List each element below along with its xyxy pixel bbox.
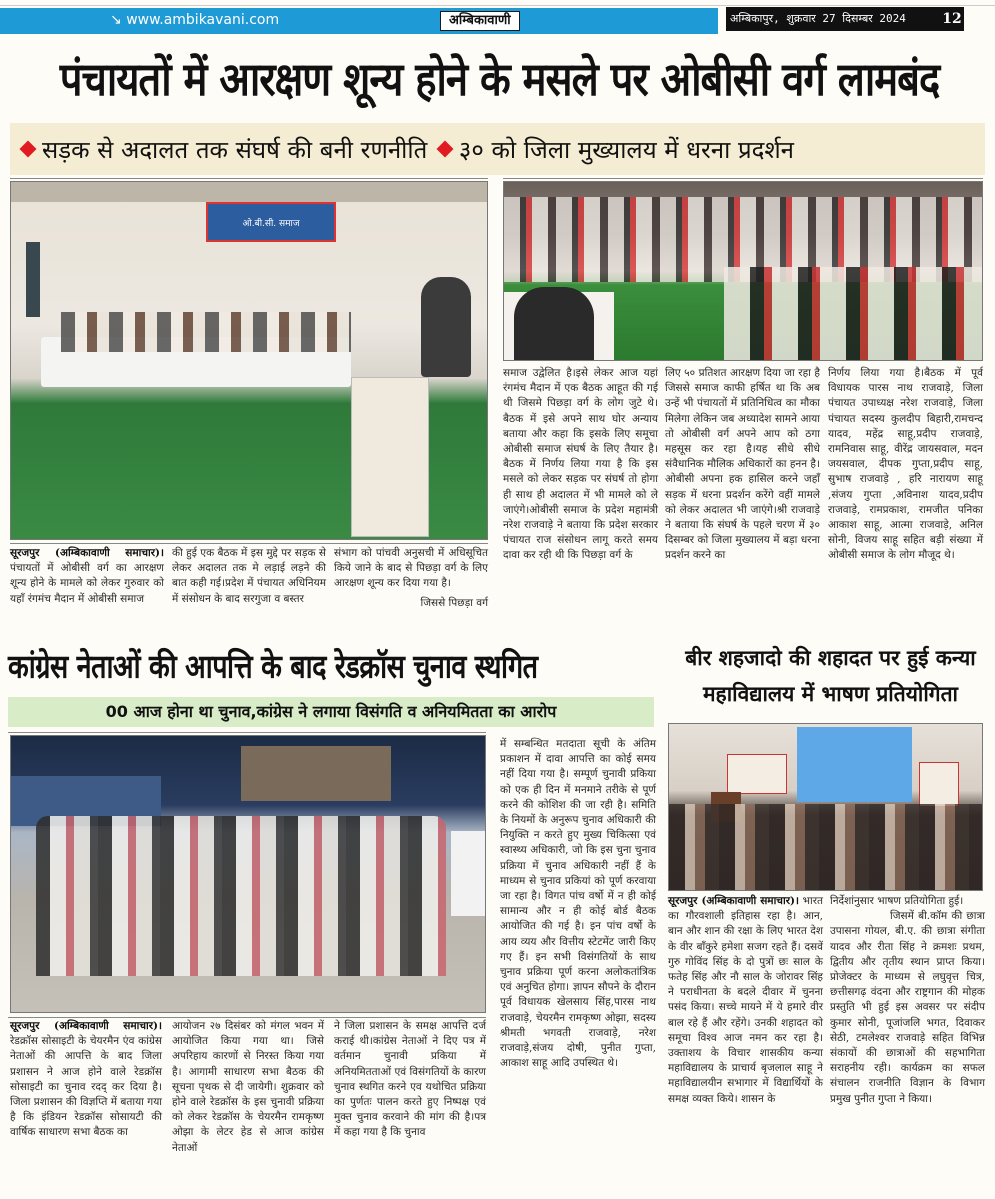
divider: [503, 178, 983, 179]
story1-subheads: सड़क से अदालत तक संघर्ष की बनी रणनीति ३० को जिला मुख्यालय में धरना प्रदर्शन: [18, 131, 978, 169]
header-blue-bar: [0, 8, 718, 34]
story1-column-6: निर्णय लिया गया है।बैठक में पूर्व विधायक पारस नाथ राजवाड़े, जिला पंचायत उपाध्यक्ष नरेश राजवाड़े, जिला पंचायत सदस्य कुलदीप बिहारी,रामचन्द यादव, महेंद्र साहू,प्रदीप राजवाड़े, रामनिवास साहू, वीरेंद्र जायसवाल, मदन जयसवाल, दीपक गुप्ता,प्रदीप साहू, सुभाष राजवाड़े , हरि नारायण साहू ,संजय गुप्ता ,अविनाश यादव,प्रदीप राजवाड़े, रामप्रकाश, रामजीत पनिका आकाश साहू, आत्मा राजवाड़े, अनिल सोनी, विजय साहू सहित बड़ी संख्या में ओबीसी समाज के लोग मौजूद थे।: [828, 367, 983, 562]
projector-screen: [797, 727, 912, 802]
speaker: [421, 277, 471, 377]
dateline: अम्बिकापुर, शुक्रवार 27 दिसम्बर 2024: [726, 7, 964, 31]
photo-congress-leaders-group: [10, 735, 486, 1013]
photo-obc-meeting-stage: [10, 181, 488, 540]
top-rule: [0, 0, 995, 6]
story3-headline: बीर शहजादो की शहादत पर हुई कन्या महाविद्यालय में भाषण प्रतियोगिता: [685, 646, 976, 706]
masthead-logo: अम्बिकावाणी: [440, 11, 520, 31]
podium: [351, 377, 429, 537]
cursor-icon: ↘: [110, 12, 127, 28]
event-banner: [727, 754, 787, 794]
divider: [8, 732, 486, 733]
divider: [10, 178, 488, 179]
story2-headline: कांग्रेस नेताओं की आपत्ति के बाद रेडक्रॉस चुनाव स्थगित: [8, 648, 538, 686]
parked-car: [451, 831, 486, 916]
building-canopy: [241, 746, 391, 801]
front-row-audience: [724, 267, 983, 361]
tent-roof: [11, 182, 488, 202]
divider: [8, 1017, 486, 1018]
story2-column-4: में सम्बन्धित मतदाता सूची के अंतिम प्रकाशन में दावा आपत्ति का कोई समय नहीं दिया गया है। सम्पूर्ण चुनावी प्रकिया को एक ही दिन में मनमाने तरीके से पूर्ण करने की कोशिश की जा रही है। समिति के नियमों के अनुरूप चुनाव अधिकारी की नियुक्ति न करते हुए मुख्य चिकित्सा एवं स्वास्थ्य अधिकारी, जो कि इस चुना चुनाव प्रक्रिया में चुनाव अधिकारी नहीं हैं के माध्यम से चुनाव प्रकियां को पूर्ण करवाया जा रहा है। विगत पांच वर्षो में न ही कोई सामान्य और न ही कोई बोर्ड बैठक आयोजित की गई है। इन पांच वर्षो के आय व्यय और वित्तीय स्टेटमेंट जारी किए गए हैं। इन सभी विसंगतियों के साथ चुनाव प्रक्रिया पूर्ण करना अलोकतांत्रिक एवं अनुचित होगा। ज्ञापन सौपने के दौरान पूर्व विधायक खेलसाय सिंह,पारस नाथ राजवाड़े, चेयरमैन रामकृष्ण ओझा, सदस्य श्रीमती भगवती राजवाड़े, नरेश राजवाड़े,संजय दोषी, पुनीत गुप्ता, आकाश साहू आदि उपस्थित थे।: [500, 738, 656, 1070]
story1-column-3: संभाग को पांचवी अनुसची में अधिसूचित किये जाने के बाद से पिछड़ा वर्ग के लिए आरक्षण शून्य कर दिया गया है। जिससे पिछड़ा वर्ग: [334, 547, 488, 609]
obc-banner: ओ.बी.सी. समाज: [206, 202, 336, 242]
story1-column-5: लिए ५० प्रतिशत आरक्षण दिया जा रहा है जिससे समाज काफी हर्षित था कि अब उन्हें भी पंचायतों में प्रतिनिधित्व का मौका मिलेगा लेकिन जब अध्यादेश सामने आया तो ओबीसी वर्ग अपने आप को ठगा महसूस कर रहा है।यह सीधे सीधे संवैधानिक मौलिक अधिकारों का हनन है।ओबीसी अपना हक हासिल करने जहाँ सड़क में धरना प्रदर्शन करेंगे वहीं मामले को लेकर अदालत भी जाएंगे।श्री राजवाड़े ने बताया कि संघर्ष के पहले चरण में ३० दिसम्बर को जिला मुख्यालय में बड़ा धरना प्रदर्शन करने का: [665, 367, 820, 562]
story3-column-2: निर्देशांनुसार भाषण प्रतियोगिता हुई। जिसमें बी.कॉम की छात्रा उपासना गोयल, बी.ए. की छात्रा संगीता यादव और रीता सिंह ने क्रमशः प्रथम, द्वितीय और तृतीय स्थान प्राप्त किया। प्रोजेक्टर के माध्यम से लघुवृत्त चित्र, छत्तीसगढ़ वंदना और राष्ट्रगान की मोहक प्रस्तुति भी हुई इस अवसर पर संदीप कुमार सोनी, पूजांजलि भगत, दिवाकर सेठी, टमलेश्वर राजवाड़े सहित विभिन्न संकायों की छात्राओं की सहभागिता सराहनीय रही। कार्यक्रम का सफल संचालन राजनीति विज्ञान के विभाग प्रमुख पुनीत गुप्ता ने किया।: [830, 895, 985, 1105]
story1-column-2: की हुई एक बैठक में इस मुद्दे पर सड़क से लेकर अदालत तक मे लड़ाई लड़ने की बात कही गई।प्रदेश में पंचायत अधिनियम में संसोधन के बाद सरगुजा व बस्तर: [172, 547, 326, 605]
story1-column-1: सूरजपुर (अम्बिकावाणी समाचार)। पंचायतों में ओबीसी वर्ग का आरक्षण शून्य होने के मामले को लेकर गुरुवार को यहाँ रंगमंच मैदान में ओबीसी समाज: [10, 547, 164, 605]
story2-column-1: सूरजपुर (अम्बिकावाणी समाचार)। रेडक्रॉस सोसाइटी के चेयरमैन एंव कांग्रेस नेताओं की आपत्ति के बाद जिला प्रशासन ने आज होने वाले रेडक्रॉस सोसाइटी का चुनाव रदद् कर दिया है।जिला प्रशासन की विज्ञप्ति में बताया गया है कि इंडियन रेडक्रॉस सोसायटी की वार्षिक साधारण सभा बैठक का: [10, 1020, 162, 1139]
website-link[interactable]: ↘ www.ambikavani.com: [110, 12, 280, 28]
story1-headline: पंचायतों में आरक्षण शून्य होने के मसले पर ओबीसी वर्ग लामबंद: [59, 53, 940, 107]
photo-speech-competition: [668, 723, 983, 891]
story1-column-4: समाज उद्वेलित है।इसे लेकर आज यहां रंगमंच मैदान में एक बैठक आहूत की गई थी जिसमे पिछड़ा वर्ग के लोग जुटे थे।बैठक में इसे अपने साथ घोर अन्याय बताया और कहा कि इसके लिए समूचा ओबीसी समाज संघर्ष के लिए तैयार है।बैठक में निर्णय लिया गया है कि इस मसले को लेकर सड़क पर संघर्ष तो होगा ही साथ ही अदालत में भी मामले को ले जाएंगे।ओबीसी समाज के प्रदेश महामंत्री नरेश राजवाड़े ने बताया कि प्रदेश सरकार पंचायत राज संसोधन लागू करते समय दावा कर रही थी कि पिछड़ा वर्ग के: [503, 367, 658, 562]
story3-column-1: सूरजपुर (अम्बिकावाणी समाचार)। भारत का गौरवशाली इतिहास रहा है। आन, बान और शान की रक्षा के लिए भारत देश के वीर बाँकुरे हमेशा सजग रहते हैं। दसवें गुरु गोविंद सिंह के दो पुत्रों छः साल के फतेह सिंह और नौ साल के जोरावर सिंह ने पराधीनता के बदले दीवार में चुनना पसंद किया। सच्चे मायने में ये हमारे वीर बाल रहे हैं और रहेंगे। उनकी शहादत को समूचा विश्व आज नमन कर रहा है। उक्ताशय के विचार शासकीय कन्या महाविद्यालय के प्राचार्य बृजलाल साहू ने महाविद्यालयीन सभागार में विद्यार्थियों के समक्ष व्यक्त किये। शासन के: [668, 895, 823, 1105]
page-number: 12: [940, 7, 964, 31]
story2-subhead: 00 आज होना था चुनाव,कांग्रेस ने लगाया विसंगति व अनियमितता का आरोप: [105, 702, 557, 721]
speaker-box: [26, 242, 40, 317]
diamond-bullet-icon: [20, 141, 37, 158]
students-audience: [669, 804, 983, 891]
diamond-bullet-icon: [436, 141, 453, 158]
standing-leaders: [36, 816, 446, 976]
divider: [10, 543, 488, 544]
story2-column-3: ने जिला प्रशासन के समक्ष आपत्ति दर्ज कराई थी।कांग्रेस नेताओं ने दिए पत्र में वर्तमान चुनावी प्रकिया में अनियमितताओं एवं विसंगतियों के कारण चुनाव स्थगित करने एव यथोचित प्रक्रिया का पुर्णतः पालन करते हुए निष्पक्ष एवं मुक्त चुनाव करवाने की मांग की है।पत्र में कहा गया है कि चुनाव: [334, 1020, 486, 1139]
poster: [919, 762, 959, 807]
photo-obc-audience: [503, 181, 983, 361]
seated-guests: [61, 312, 351, 352]
story2-column-2: आयोजन २७ दिसंबर को मंगल भवन में आयोजित किया गया था। जिसे अपरिहाय कारणों से निरस्त किया गया है। आगामी साधारण सभा बैठक की सूचना पृथक से दी जायेगी। शुक्रवार को होने वाले रेडक्रॉस के इस चुनावी प्रक्रिया को लेकर रेडक्रॉस के चेयरमैन रामकृष्ण ओझा के लेटर हेड से आज कांग्रेस नेताओं: [172, 1020, 324, 1154]
foreground-person: [514, 287, 594, 361]
